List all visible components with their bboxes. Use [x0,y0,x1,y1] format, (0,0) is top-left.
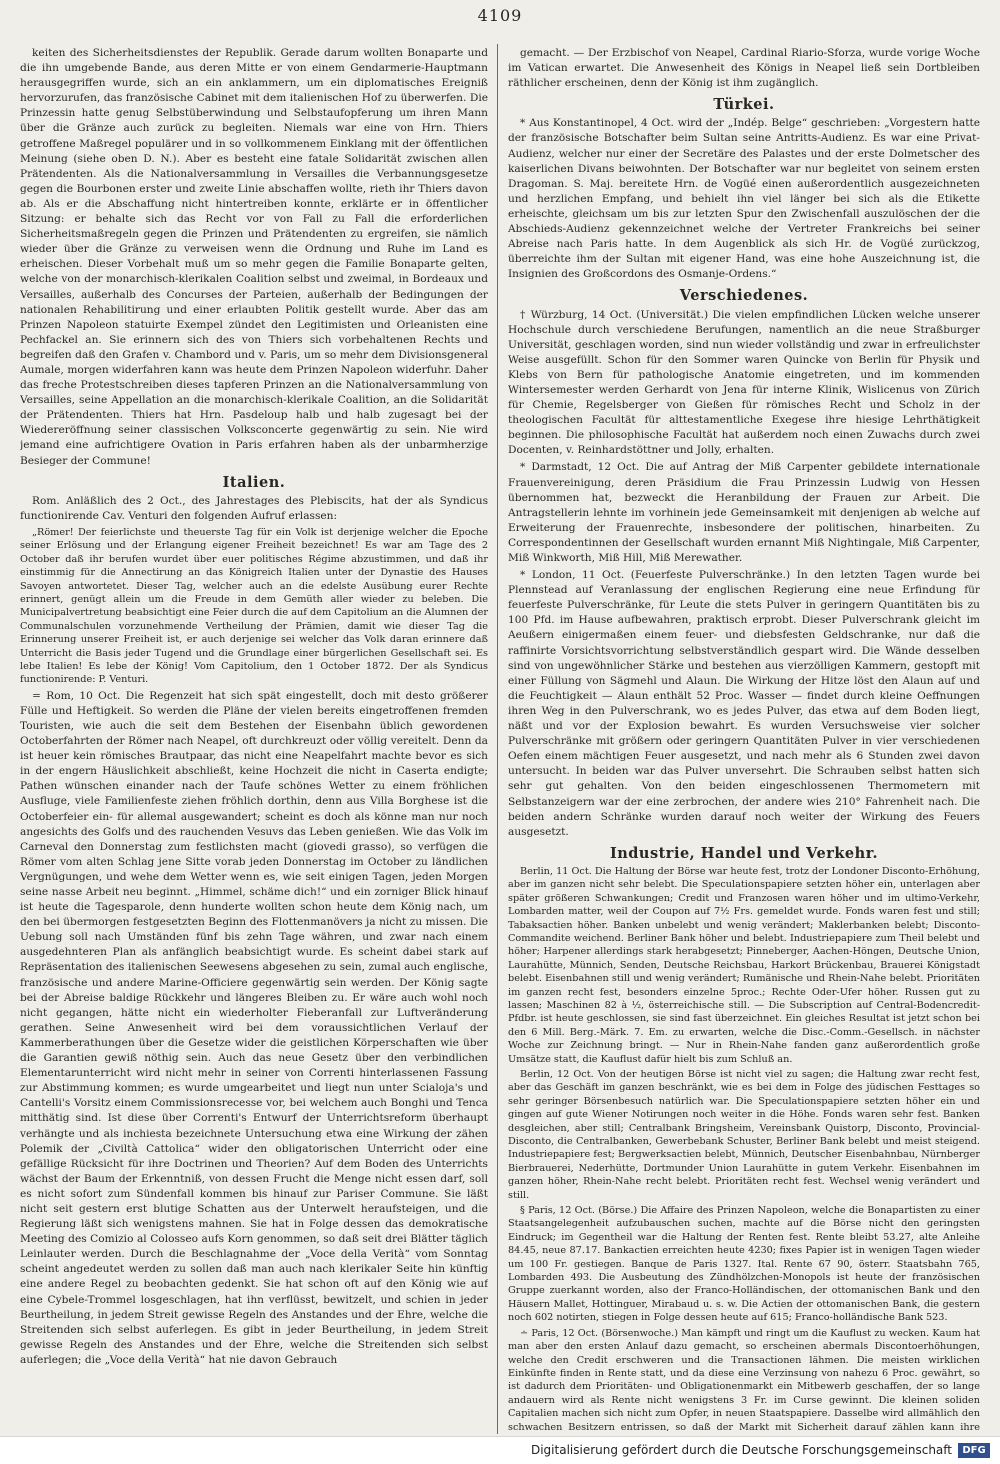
article-rom-2: = Rom, 10 Oct. Die Regenzeit hat sich spät eingestellt, doch mit desto größerer Fülle und Heftigkeit. So werden die Pläne der vielen bereits eingetroffenen fremden Touristen, wie auch die seit dem Bestehen der Eisenbahn üblich gewordenen Octoberfahrten der Römer nach Neapel, oft durchkreuzt oder völlig vereitelt. Denn da ist heuer kein römisches Brautpaar, das nicht eine Neapelfahrt machte bevor es sich in der engern Häuslichkeit abschließt, keine Hochzeit die nicht in Caserta endigte; Pathen wünschen einander nach der Taufe schönes Wetter zu einem fröhlichen Ausfluge, viele Familienfeste ziehen fröhlich dorthin, denn aus Villa Borghese ist die Octoberfeier ein- für allemal ausgewandert; scheint es doch als könne man nur noch angesichts des Golfs und des rauchenden Vesuvs das Leben genießen. Wie das Volk im Carneval den Donnerstag zum festlichsten macht (giovedi grasso), so verfügen die Römer vom alten Schlag jene Sitte vorab jeden Donnerstag im October zu ländlichen Vergnügungen, und wehe dem Wetter wenn es, wie seit einigen Tagen, jeden Morgen seine nasse Arbeit neu beginnt. „Himmel, schäme dich!“ und ein zorniger Blick hinauf ist heute die Tagesparole, denn hunderte wollten schon heute dem König nach, um den bei übermorgen festgesetzten Beginn des Flottenmanövers ja nicht zu missen. Die Uebung soll nach Umständen fünf bis zehn Tage währen, und zwar nach einem ausgedehnteren Plan als anfänglich beabsichtigt wurde. Es scheint dabei stark auf Repräsentation des italienischen Seewesens abgesehen zu sein, zumal auch englische, französische und andere Marine-Officiere gegenwärtig sein werden. Der König sagte bei der Abreise baldige Rückkehr und längeres Bleiben zu. Er wäre auch wohl noch nicht gegangen, hätte nicht ein wiederholter Fieberanfall zur Luftveränderung gerathen. Seine Anwesenheit wird bei dem voraussichtlichen Verlauf der Kammerberathungen über die Gesetze wider die geistlichen Körperschaften wie über die Garantien gewiß nöthig sein. Auch das neue Gesetz über den verbindlichen Elementarunterricht wird nicht mehr in seiner von Correnti hinterlassenen Fassung zur Abstimmung kommen; es wurde umgearbeitet und liegt nun unter Scialoja's und Cantelli's Vorsitz einem Commissionsrecesse vor, bei welchem auch Bonghi und Tenca mitthätig sind. Ist diese über Correnti's Entwurf der Unterrichtsreform überhaupt verhängte und als inchiesta bezeichnete Untersuchung etwa eine Wirkung der zähen Polemik der „Civiltà Cattolica“ wider den obligatorischen Unterricht oder eine gefällige Rücksicht für ihre Doctrinen und Theorien? Auf dem Boden des Unterrichts wächst der Baum der Erkenntniß, von dessen Frucht die Menge nicht essen darf, soll es nicht sofort zum Sündenfall kommen bis hinauf zur Pariser Commune. Sie läßt nicht seit gestern erst blutige Schatten aus der Unterwelt heraufsteigen, und die Regierung läßt sich wenigstens mahnen. Sie hat in Folge dessen das demokratische Meeting des Comizio al Colosseo aufs Korn genommen, so daß seit drei Blätter täglich Leinlauter werden. Durch die Beschlagnahme der „Voce della Verità“ vom Sonntag scheint angedeutet werden zu sollen daß man auch nach klerikaler Seite hin künftig eine andere Regel zu beobachten gedenkt. Sie hat schon oft auf den König wie auf eine Cybele-Trommel losgeschlagen, hat ihn verflüsst, bewitzelt, und schien in jeder Beurtheilung, in jedem Streit gewisse Regeln des Anstandes und der Ehre, welche die Streitenden sich selbst auferlegen. Es gibt in jeder Beurtheilung, in jedem Streit gewisse Regeln des Anstandes und der Ehre, welche die Streitenden sich selbst auferlegen; die „Voce della Verità“ hat nie davon Gebrauch [20,689,488,1366]
funding-note: Digitalisierung gefördert durch die Deutsche Forschungsgemeinschaft [530,1443,952,1457]
article-france-continued: keiten des Sicherheitsdienstes der Republik. Gerade darum wollten Bonaparte und die ihn umgebende Bande, aus deren Mitte er von einem Gendarmerie-Hauptmann herausgegriffen wurde, sich an ein anklammern, um ein diplomatisches Ereigniß hervorzurufen, das französische Cabinet mit dem italienischen Hof zu überwerfen. Die Prinzessin hatte genug Selbstüberwindung und Selbstaufopferung um ihren Mann über die Gränze auch zurück zu begleiten. Niemals war eine von Hrn. Thiers getroffene Maßregel populärer und in so vollkommenem Einklang mit der öffentlichen Meinung (siehe oben D. N.). Aber es besteht eine fatale Solidarität zwischen allen Prätendenten. Als die Nationalversammlung in Versailles die Verbannungsgesetze gegen die Bourbonen erster und zweite Linie abschaffen wollte, rieth ihr Thiers davon ab. Als er die Abschaffung nicht hintertreiben konnte, erklärte er in öffentlicher Sitzung: er behalte sich das Recht vor von Fall zu Fall die erforderlichen Sicherheitsmaßregeln gegen die Prinzen und Prätendenten zu ergreifen, sie nämlich wieder über die Gränze zu verweisen wenn die Ordnung und Ruhe im Land es erheischen. Dieser Vorbehalt muß um so mehr gegen die Familie Bonaparte gelten, welche von der monarchisch-klerikalen Coalition selbst und zweimal, in Bordeaux und Versailles, außerhalb des Concurses der Parteien, außerhalb der Bedingungen der nationalen Rehabilitirung und einer erlaubten Politik gestellt wurde. Aber das am Prinzen Napoleon statuirte Exempel zündet den Legitimisten und Orleanisten eine Pechfackel an. Sie erinnern sich des von Thiers sich vorbehaltenen Rechts und begreifen daß den Grafen v. Chambord und v. Paris, um so mehr dem Divisionsgeneral Aumale, morgen widerfahren kann was heute dem Prinzen Napoleon widerfuhr. Daher das freche Protestschreiben dieses tapferen Prinzen an die Nationalversammlung von Versailles, seine Appellation an die monarchisch-klerikale Coalition, an die Solidarität der Prätendenten. Thiers hat Hrn. Pasdeloup halb und halb zugesagt bei der Wiedereröffnung seiner classischen Volksconcerte gegenwärtig zu sein. Nie wird jemand eine aufrichtigere Ovation in Paris erfahren haben als der unbarmherzige Besieger der Commune! [20,47,488,467]
article-paris-2: ∸ Paris, 12 Oct. (Börsenwoche.) Man kämpft und ringt um die Kauflust zu wecken. Kaum hat man aber den ersten Anlauf dazu gemacht, so erscheinen abermals Discontoerhöhungen, welche den Credit erschweren und die Transactionen lähmen. Die meisten wirklichen Einkünfte finden in Rente statt, und da diese eine Verzinsung von nahezu 6 Proc. gewährt, so ist dadurch dem Prioritäten- und Obligationenmarkt ein Mitbewerb geschaffen, der so lange andauern wird als Rente nicht wenigstens 3 Fr. im Curse gewinnt. Die kleinen soliden Capitalien machen sich nicht zum Opfer, in neuen Staatspapiere. Dasselbe wird allmählich den schwachen Besitzern entrissen, so daß der Markt mit Sicherheit darauf zählen kann ihre [508,1327,980,1431]
article-berlin-2: Berlin, 12 Oct. Von der heutigen Börse ist nicht viel zu sagen; die Haltung zwar recht fest, aber das Geschäft im ganzen beschränkt, wie es bei dem in Folge des jüdischen Festtages so sehr geringer Börsenbesuch natürlich war. Die Speculationspapiere setzten höher ein und gingen auf gute Wiener Notirungen noch weiter in die Höhe. Fonds waren sehr fest. Banken desgleichen, aber still; Centralbank Bringsheim, Vereinsbank Quistorp, Disconto, Provincial-Disconto, die Centralbanken, Gewerbebank Schuster, Berliner Bank belebt und meist steigend. Industriepapiere fest; Bergwerksactien belebt, Münnich, Deutscher Eisenbahnbau, Nürnberger Bierbrauerei, Nederhütte, Dortmunder Union Laurahütte in gutem Verkehr. Eisenbahnen im ganzen höher, Rhein-Nahe recht belebt. Prioritäten recht fest. Wechsel wenig verändert und still. [508,1068,980,1201]
column-divider [497,44,498,1434]
page-number: 4109 [477,6,523,25]
article-darmstadt: * Darmstadt, 12 Oct. Die auf Antrag der Miß Carpenter gebildete internationale Frauenvereinigung, deren Präsidium die Frau Prinzessin Ludwig von Hessen übernommen hat, bezweckt die Heranbildung der Frauen zur Arbeit. Die Antragstellerin lehnte im vorhinein jede Gemeinsamkeit mit denjenigen ab welche auf Erweiterung der Frauenrechte, insbesondere der politischen, hinarbeiten. Zu Correspondentinnen der Gesellschaft wurden ernannt Miß Nightingale, Miß Carpenter, Miß Winkworth, Miß Hill, Miß Merewather. [508,461,980,564]
right-column [508,46,980,1431]
left-column [20,46,488,1431]
article-london: * London, 11 Oct. (Feuerfeste Pulverschränke.) In den letzten Tagen wurde bei Plennstead auf Veranlassung der englischen Regierung eine neue Erfindung für feuerfeste Pulverschränke, für Leute die stets Pulver in geringern Quantitäten bis zu 100 Pfd. im Hause aufbewahren, praktisch erprobt. Dieser Pulverschrank gleicht im Aeußern einigermaßen einem feuer- und diebsfesten Geldschranke, nur daß die raffinirte Vorsichtsvorrichtung selbstverständlich gespart wird. Die Wände desselben sind von ungewöhnlicher Stärke und bestehen aus vierzölligen Kammern, gestopft mit einer Füllung von Sägmehl und Alaun. Die Wirkung der Hitze löst den Alaun auf und die Feuchtigkeit — Alaun enthält 52 Proc. Wasser — findet durch kleine Oeffnungen ihren Weg in den Pulverschrank, wo es jedes Pulver, das etwa auf dem Boden liegt, näßt und vor der Explosion bewahrt. Es wurden Versuchsweise vier solcher Pulverschränke mit größern oder geringern Quantitäten Pulver in vier verschiedenen Oefen einem mächtigen Feuer ausgesetzt, und nach mehr als 6 Stunden zwei davon untersucht. In beiden war das Pulver unversehrt. Die Schrauben selbst hatten sich sehr gut gehalten. Von den beiden eingeschlossenen Thermometern mit Selbstanzeigern war der eine zerbrochen, der andere wies 210° Fahrenheit nach. Die beiden andern Schränke wurden darauf noch weiter der Wirkung des Feuers ausgesetzt. [508,569,980,838]
section-heading-verschiedenes: Verschiedenes. [679,287,809,305]
footer-bar [0,1436,1000,1464]
section-heading-italien: Italien. [222,473,286,491]
article-wuerzburg: † Würzburg, 14 Oct. (Universität.) Die vielen empfindlichen Lücken welche unserer Hochschule durch verschiedene Berufungen, namentlich an die neue Straßburger Universität, geschlagen worden, sind nun wieder vollständig und zwar in erfreulichster Weise ausgefüllt. Schon für den Sommer waren Quincke von Berlin für Physik und Klebs von Bern für pathologische Anatomie eingetreten, und im kommenden Wintersemester werden Gerhardt von Jena für interne Klinik, Wislicenus von Zürich für Chemie, Regelsberger von Gießen für römisches Recht und Scholz in der theologischen Facultät für alttestamentliche Exegese ihre hiesige Lehrthätigkeit beginnen. Die philosophische Facultät hat außerdem noch einen Zuwachs durch zwei Docenten, v. Reinhardstöttner und Jolly, erhalten. [508,308,980,457]
article-berlin-1: Berlin, 11 Oct. Die Haltung der Börse war heute fest, trotz der Londoner Disconto-Erhöhung, aber im ganzen nicht sehr belebt. Die Speculationspapiere setzten höher ein, unterlagen aber später größeren Schwankungen; Credit und Franzosen waren höher und im ultimo-Verkehr, Lombarden matter, weil der Coupon auf 7½ Frs. gemeldet wurde. Fonds waren fest und still; Tabaksactien höher. Banken unbelebt und wenig verändert; Maklerbanken belebt; Disconto-Commandite weichend. Berliner Bank höher und belebt. Industriepapiere zum Theil belebt und höher; Harpener allerdings stark herabgesetzt; Pinneberger, Aachen-Höngen, Deutsche Union, Laurahütte, Münnich, Senden, Deutsche Reichsbau, Harkort Brückenbau, Brauerei Königstadt belebt. Eisenbahnen still und wenig verändert; Rumänische und Rhein-Nahe belebt. Prioritäten im ganzen recht fest, besonders einzelne 5proc.; Rechte Oder-Ufer höher. Russen gut zu lassen; Maschinen 82 à ½, österreichische still. — Die Subscription auf Central-Bodencredit-Pfdbr. ist heute geschlossen, sie sind fast überzeichnet. Ein gleiches Resultat ist jetzt schon bei den 6 Mill. Berg.-Märk. 7. Em. zu erwarten, welche die Disc.-Comm.-Gesellsch. in nächster Woche zur Zeichnung bringt. — Nur in Rhein-Nahe fanden ganz außerordentlich große Umsätze statt, die Kauflust dafür hielt bis zum Schluß an. [508,865,980,1065]
article-rom-2-continued: gemacht. — Der Erzbischof von Neapel, Cardinal Riario-Sforza, wurde vorige Woche im Vatican erwartet. Die Anwesenheit des Königs in Neapel ließ sein Dortbleiben räthlicher erscheinen, denn der König ist ihm zugänglich. [508,47,980,90]
section-heading-industrie: Industrie, Handel und Verkehr. [609,844,879,862]
article-paris-1: § Paris, 12 Oct. (Börse.) Die Affaire des Prinzen Napoleon, welche die Bonapartisten zu einer Staatsangelegenheit aufzubauschen suchen, machte auf die Börse nicht den geringsten Eindruck; im Gegentheil war die Haltung der Renten fest. Rente bleibt 53.27, alte Anleihe 84.45, neue 87.17. Bankactien erreichten heute 4230; fixes Papier ist in wenigen Tagen wieder um 100 Fr. gestiegen. Banque de Paris 1327. Ital. Rente 67 90, österr. Staatsbahn 765, Lombarden 493. Die Ausbeutung des Zündhölzchen-Monopols ist heute der französischen Gruppe zuerkannt worden, also der Franco-Holländischen, der ottomanischen Bank und den Häusern Mallet, Hottinguer, Mirabaud u. s. w. Die Actien der ottomanischen Bank, die gestern noch 602 notirten, stiegen in Folge dessen heute auf 615; Franco-holländische Bank 523. [508,1205,980,1324]
article-rom-1-proclamation: „Römer! Der feierlichste und theuerste Tag für ein Volk ist derjenige welcher die Epoche seiner Erlösung und der Erlangung eigener Freiheit bezeichnet! Es war am Tage des 2 October daß ihr berufen wurdet über euer politisches Régime abzustimmen, und daß ihr einstimmig für die Annectirung an das Königreich Italien unter der Dynastie des Hauses Savoyen antwortetet. Dieser Tag, welcher auch an die edelste Ausübung eurer Rechte erinnert, genügt allein um die Freude in dem Gemüth aller wieder zu beleben. Die Municipalvertretung beabsichtigt eine Feier durch die auf dem Capitolium an die Alumnen der Communalschulen vorzunehmende Vertheilung der Prämien, damit wie dieser Tag die Erinnerung unserer Freiheit ist, er auch derjenige sei welcher das Volk daran erinnere daß Unterricht die Basis jeder Tugend und die Grundlage einer bürgerlichen Gesellschaft sei. Es lebe Italien! Es lebe der König! Vom Capitolium, den 1 October 1872. Der als Syndicus functionirende: P. Venturi. [20,526,488,686]
article-konstantinopel: * Aus Konstantinopel, 4 Oct. wird der „Indép. Belge“ geschrieben: „Vorgestern hatte der französische Botschafter beim Sultan seine Antritts-Audienz. Es war eine Privat-Audienz, welcher nur einer der Secretäre des Palastes und der erste Dolmetscher des kaiserlichen Divans beiwohnten. Der Botschafter war nur begleitet von seinem ersten Dragoman. S. Maj. bereitete Hrn. de Vogüé einen außerordentlich ausgezeichneten und herzlichen Empfang, und behielt ihn viel länger bei sich als die Etikette erheischte, gleichsam um bis zur letzten Spur den Zwischenfall auszulöschen der die Abschieds-Audienz gekennzeichnet welche der Vertreter Frankreichs bei seiner Abreise nach Paris hatte. In dem Augenblick als sich Hr. de Vogüé zurückzog, überreichte ihm der Sultan mit eigener Hand, was eine hohe Auszeichnung ist, die Insignien des Großcordons des Osmanje-Ordens.“ [508,117,980,281]
article-rom-1: Rom. Anläßlich des 2 Oct., des Jahrestages des Plebiscits, hat der als Syndicus functionirende Cav. Venturi den folgenden Aufruf erlassen: [20,494,488,522]
dfg-logo: DFG [958,1443,990,1458]
section-heading-tuerkei: Türkei. [713,96,775,114]
